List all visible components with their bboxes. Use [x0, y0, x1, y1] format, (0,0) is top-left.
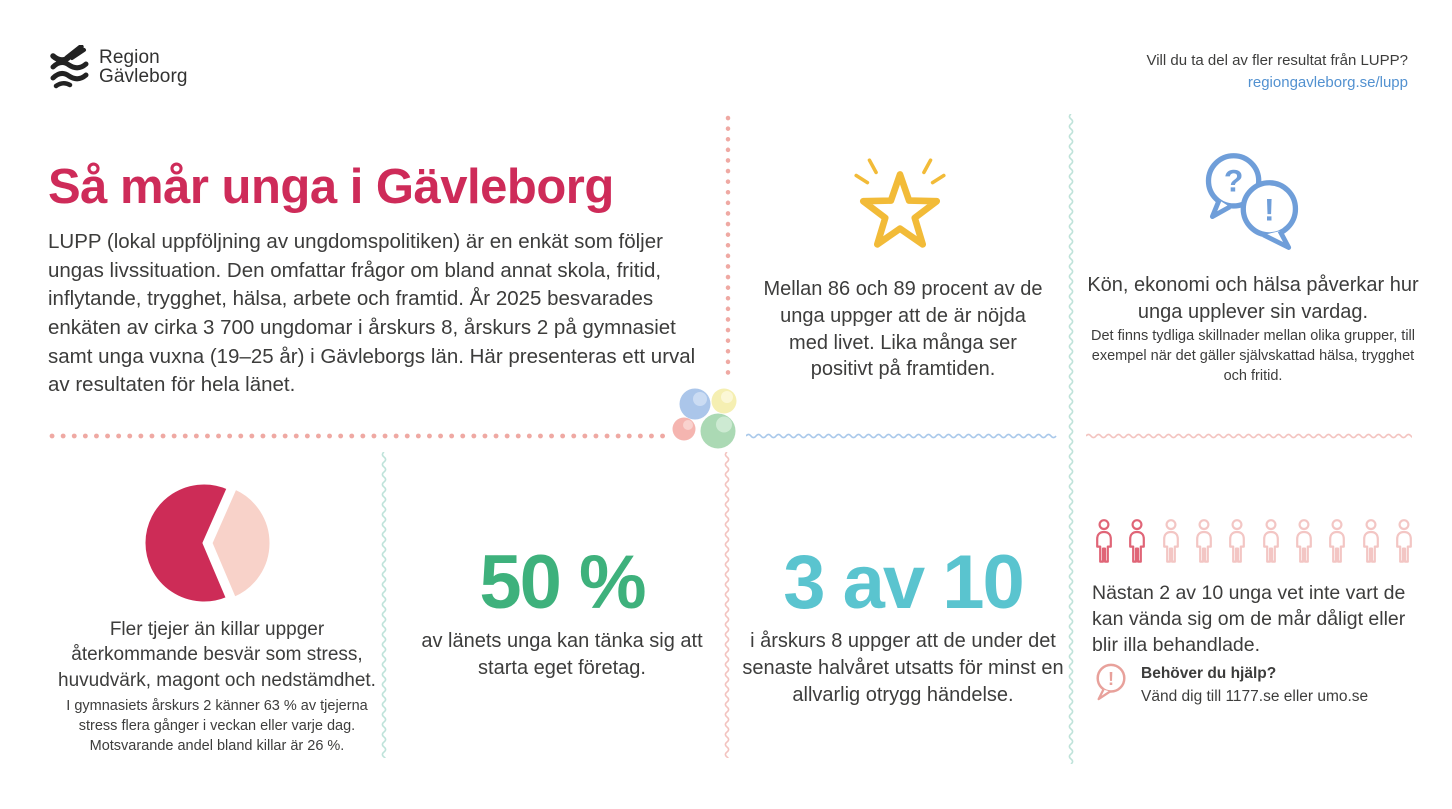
support-text: Nästan 2 av 10 unga vet inte vart de kan vända sig om de mår dåligt eller blir illa behandlade.	[1092, 582, 1406, 656]
page-title: Så mår unga i Gävleborg	[48, 160, 614, 214]
satisfaction-text: Mellan 86 och 89 procent av de unga uppger att de är nöjda med livet. Lika många ser positivt på framtiden.	[763, 278, 1043, 381]
person-icon	[1392, 518, 1416, 564]
differences-heading: Kön, ekonomi och hälsa påverkar hur unga upplever sin vardag.	[1087, 274, 1419, 323]
question-exclamation-bubbles-icon	[1192, 148, 1310, 262]
logo-line2: Gävleborg	[99, 66, 188, 88]
logo-wordmark	[99, 48, 188, 87]
safety-text: i årskurs 8 uppger att de under det senaste halvåret utsatts för minst en allvarlig otrygg händelse.	[742, 630, 1064, 706]
differences-subtext: Det finns tydliga skillnader mellan olika grupper, till exempel när det gäller självskattad hälsa, trygghet och fritid.	[1091, 328, 1415, 384]
divider-dotted-vertical	[723, 114, 733, 386]
divider-wave-blue	[746, 431, 1060, 441]
person-icon	[1159, 518, 1183, 564]
help-heading: Behöver du hjälp?	[1141, 665, 1277, 682]
bubble-cluster-icon	[666, 381, 744, 453]
cta-question: Vill du ta del av fler resultat från LUPP?	[1146, 52, 1408, 69]
person-icon	[1325, 518, 1349, 564]
person-icon	[1292, 518, 1316, 564]
help-text: Vänd dig till 1177.se eller umo.se	[1141, 688, 1369, 705]
header-cta	[1146, 50, 1408, 94]
star-icon	[843, 150, 957, 262]
person-icon	[1359, 518, 1383, 564]
divider-wave-pink-horizontal	[1086, 431, 1412, 441]
person-icon	[1225, 518, 1249, 564]
safety-stat: 3 av 10	[783, 540, 1023, 625]
svg-text:?: ?	[1223, 162, 1244, 199]
stress-heading: Fler tjejer än killar uppger återkommande besvär som stress, huvudvärk, magont och nedstämdhet.	[58, 619, 376, 691]
region-gavleborg-logo-icon	[50, 45, 92, 89]
stress-subtext: I gymnasiets årskurs 2 känner 63 % av tjejerna stress flera gånger i veckan eller varje dag. Motsvarande andel bland killar är 26 %.	[66, 698, 368, 754]
svg-text:!: !	[1107, 668, 1115, 689]
entrepreneur-text: av länets unga kan tänka sig att starta eget företag.	[421, 630, 703, 679]
intro-paragraph: LUPP (lokal uppföljning av ungdomspolitiken) är en enkät som följer ungas livssituation. Den omfattar frågor om bland annat skola, fritid, inflytande, trygghet, hälsa, arbete och framtid. År 2025 besvarades enkäten av cirka 3 700 ungdomar i årskurs 8, årskurs 2 på gymnasiet samt unga vuxna (19–25 år) i Gävleborgs län. Här presenteras ett urval av resultaten för hela länet.	[48, 230, 696, 397]
svg-text:!: !	[1264, 191, 1275, 228]
pictogram-row	[1092, 518, 1416, 564]
entrepreneur-stat: 50 %	[479, 540, 645, 625]
person-icon	[1125, 518, 1149, 564]
person-icon	[1092, 518, 1116, 564]
help-exclamation-bubble-icon	[1092, 661, 1130, 703]
divider-wave-pink-vertical	[722, 452, 732, 758]
pie-chart	[132, 477, 282, 617]
logo-line1: Region	[99, 47, 160, 68]
divider-dotted-horizontal	[48, 431, 668, 441]
person-icon	[1192, 518, 1216, 564]
person-icon	[1259, 518, 1283, 564]
cta-link[interactable]: regiongavleborg.se/lupp	[1247, 73, 1408, 91]
